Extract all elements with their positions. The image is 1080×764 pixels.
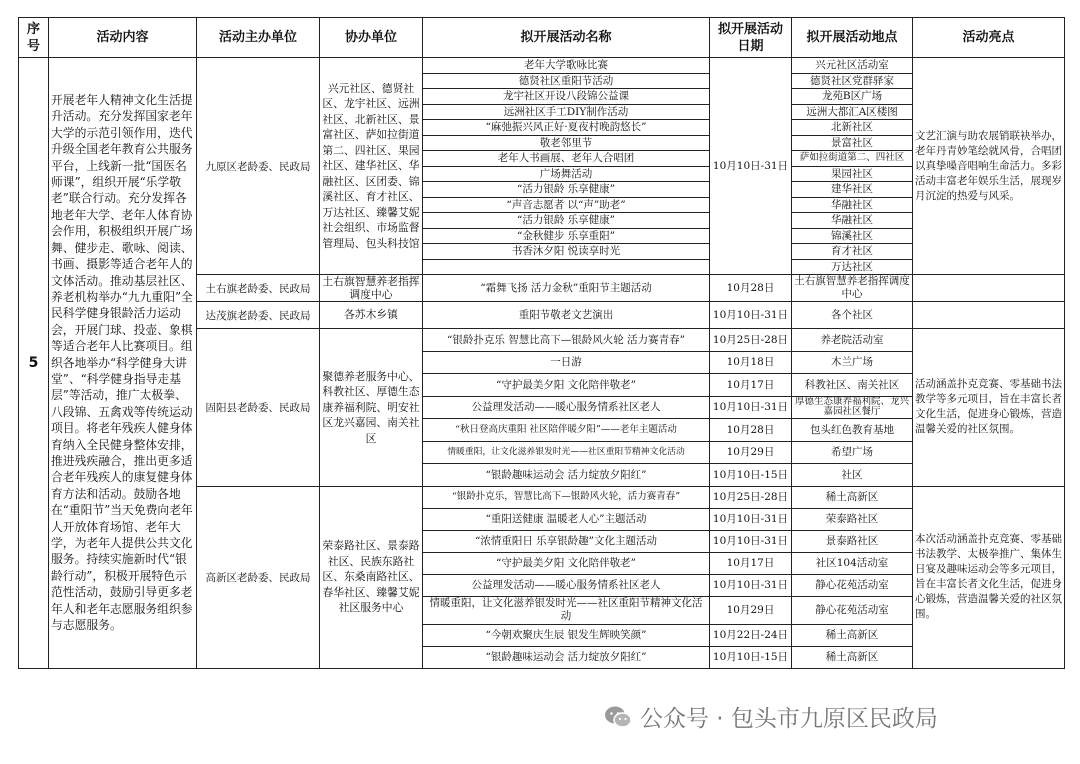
activity-place: 兴元社区活动室 [792, 58, 913, 74]
wechat-icon [604, 705, 632, 729]
activity-place: 龙苑B区广场 [792, 89, 913, 105]
organizer: 九原区老龄委、民政局 [197, 58, 320, 275]
activity-place: 华融社区 [792, 197, 913, 213]
activity-name: “守护最美夕阳 文化陪伴敬老” [423, 552, 710, 574]
activity-date: 10月10日-31日 [710, 530, 792, 552]
activity-date: 10月10日-31日 [710, 508, 792, 530]
activity-place: 静心花苑活动室 [792, 596, 913, 624]
activity-name: “银龄扑克乐 智慧比高下—银龄风火轮 活力赛青春” [423, 329, 710, 352]
activity-name: “银龄扑克乐，智慧比高下—银龄风火轮，活力赛青春” [423, 486, 710, 508]
activity-place: 万达社区 [792, 259, 913, 275]
activity-place: 静心花苑活动室 [792, 574, 913, 596]
activity-place: 建华社区 [792, 182, 913, 198]
activity-place: 厚德生态康养福利院、龙兴嘉园社区餐厅 [792, 396, 913, 419]
activity-place: 华融社区 [792, 213, 913, 229]
activity-name: 老年大学歌咏比赛 [423, 58, 710, 74]
activity-name: 情暖重阳，让文化滋养银发时光——社区重阳节精神文化活动 [423, 441, 710, 464]
activity-name: “今朝欢聚庆生辰 银发生辉映笑颜” [423, 624, 710, 646]
activity-name: “声音志愿者 以“声”助老” [423, 197, 710, 213]
header-seq: 序号 [19, 18, 49, 58]
activity-name: “银龄趣味运动会 活力绽放夕阳红” [423, 646, 710, 668]
header-activity-name: 拟开展活动名称 [423, 18, 710, 58]
co-organizer: 聚德养老服务中心、科教社区、厚德生态康养福利院、明安社区龙兴嘉园、南关社区 [320, 329, 423, 487]
activity-place: 包头红色教育基地 [792, 419, 913, 442]
table-row [19, 58, 1065, 74]
activity-name [423, 259, 710, 275]
activity-place: 社区104活动室 [792, 552, 913, 574]
activity-date: 10月25日-28日 [710, 486, 792, 508]
activity-place: 萨如拉街道第二、四社区 [792, 151, 913, 167]
activity-date: 10月18日 [710, 351, 792, 374]
activity-date: 10月29日 [710, 596, 792, 624]
activity-place: 锦溪社区 [792, 228, 913, 244]
co-organizer: 土右旗智慧养老指挥调度中心 [320, 275, 423, 302]
activity-place: 德贤社区党群驿家 [792, 73, 913, 89]
header-highlight: 活动亮点 [913, 18, 1065, 58]
activity-place: 景泰路社区 [792, 530, 913, 552]
activity-place: 科教社区、南关社区 [792, 374, 913, 397]
activity-name: 龙宇社区开设八段锦公益课 [423, 89, 710, 105]
activity-place: 稀土高新区 [792, 624, 913, 646]
activity-place: 各个社区 [792, 302, 913, 329]
activity-name: 老年人书画展、老年人合唱团 [423, 151, 710, 167]
header-co-organizer: 协办单位 [320, 18, 423, 58]
co-organizer: 兴元社区、德贤社区、龙宇社区、远洲社区、北新社区、景富社区、萨如拉街道第二、四社区、果园社区、建华社区、华融社区、区团委、锦溪社区、育才社区、万达社区、臻馨艾妮社会组织、市场监督管理局、包头科技馆 [320, 58, 423, 275]
activity-name: 远洲社区手工DIY制作活动 [423, 104, 710, 120]
activity-place: 稀土高新区 [792, 486, 913, 508]
activity-name: 德贤社区重阳节活动 [423, 73, 710, 89]
activity-name: “麻弛振兴风正好·夏夜村晚韵悠长” [423, 120, 710, 136]
activity-name: 一日游 [423, 351, 710, 374]
activity-date: 10月17日 [710, 374, 792, 397]
activity-name: “重阳送健康 温暖老人心”主题活动 [423, 508, 710, 530]
activity-name: “秋日登高庆重阳 社区陪伴暖夕阳”——老年主题活动 [423, 419, 710, 442]
activity-name: 重阳节敬老文艺演出 [423, 302, 710, 329]
co-organizer: 荣泰路社区、景泰路社区、民族东路社区、东桑南路社区、春华社区、臻馨艾妮社区服务中心 [320, 486, 423, 668]
activity-date: 10月22日-24日 [710, 624, 792, 646]
watermark [604, 700, 938, 733]
activity-place: 社区 [792, 464, 913, 487]
activity-place: 荣泰路社区 [792, 508, 913, 530]
activity-table [18, 17, 1065, 669]
activity-place: 景富社区 [792, 135, 913, 151]
activity-place: 果园社区 [792, 166, 913, 182]
activity-name: 公益理发活动——暖心服务情系社区老人 [423, 574, 710, 596]
activity-place: 土右旗智慧养老指挥调度中心 [792, 275, 913, 302]
activity-name: “金秋健步 乐享重阳” [423, 228, 710, 244]
footer-text: 公众号 · 包头市九原区民政局 [640, 706, 938, 732]
activity-date: 10月25日-28日 [710, 329, 792, 352]
activity-highlight [913, 275, 1065, 302]
activity-date: 10月10日-31日 [710, 302, 792, 329]
activity-date: 10月10日-31日 [710, 58, 792, 275]
activity-date: 10月28日 [710, 275, 792, 302]
activity-date: 10月10日-31日 [710, 574, 792, 596]
activity-place: 远洲大都汇A区楼图 [792, 104, 913, 120]
activity-place: 希望广场 [792, 441, 913, 464]
activity-content: 开展老年人精神文化生活提升活动。充分发挥国家老年大学的示范引领作用，迭代升级全国老年教育公共服务平台，上线新一批“国医名师课”，组织开展“乐学敬老”联合行动。充分发挥各地老年大学、老年人体育协会作用，积极组织开展广场舞、健步走、歌咏、阅读、书画、摄影等适合老年人的文体活动。推动基层社区、养老机构举办“九九重阳”全民科学健身银龄活力运动会，开展门球、投壶、象棋等适合老年人比赛项目。组织各地举办“科学健身大讲堂”、“科学健身指导走基层”等活动，推广太极拳、八段锦、五禽戏等传统运动项目。将老年残疾人健身体育纳入全民健身整体安排，推进残疾融合，推出更多适合老年残疾人的康复健身体育方法和活动。鼓励各地在“重阳节”当天免费向老年人开放体育场馆、老年大学，为老年人提供公共文化服务。持续实施新时代“银龄行动”，积极开展特色示范性活动，鼓励引导更多老年人和老年志愿服务组织参与志愿服务。 [49, 58, 197, 669]
activity-date: 10月10日-31日 [710, 396, 792, 419]
organizer: 固阳县老龄委、民政局 [197, 329, 320, 487]
organizer: 土右旗老龄委、民政局 [197, 275, 320, 302]
activity-date: 10月17日 [710, 552, 792, 574]
seq-number: 5 [19, 58, 49, 669]
header-place: 拟开展活动地点 [792, 18, 913, 58]
activity-name: “浓情重阳日 乐享银龄趣”文化主题活动 [423, 530, 710, 552]
activity-highlight: 活动涵盖扑克竞赛、零基础书法教学等多元项目，旨在丰富长者文化生活，促进身心锻炼，营造温馨关爱的社区氛围。 [913, 329, 1065, 487]
activity-place: 木兰广场 [792, 351, 913, 374]
activity-name: “守护最美夕阳 文化陪伴敬老” [423, 374, 710, 397]
activity-name: 书香沐夕阳 悦读享时光 [423, 244, 710, 260]
activity-name: “活力银龄 乐享健康” [423, 182, 710, 198]
activity-highlight [913, 302, 1065, 329]
activity-place: 北新社区 [792, 120, 913, 136]
activity-name: 公益理发活动——暖心服务情系社区老人 [423, 396, 710, 419]
header-date: 拟开展活动日期 [710, 18, 792, 58]
activity-date: 10月28日 [710, 419, 792, 442]
activity-name: “银龄趣味运动会 活力绽放夕阳红” [423, 464, 710, 487]
header-content: 活动内容 [49, 18, 197, 58]
activity-name: 敬老邻里节 [423, 135, 710, 151]
activity-place: 养老院活动室 [792, 329, 913, 352]
activity-highlight: 文艺汇演与助农展销联袂举办，老年丹青妙笔绘就风骨，合唱团以真挚嗓音唱响生命活力。多彩活动丰富老年娱乐生活，展现岁月沉淀的热爱与风采。 [913, 58, 1065, 275]
activity-date: 10月29日 [710, 441, 792, 464]
activity-date: 10月10日-15日 [710, 464, 792, 487]
header-organizer: 活动主办单位 [197, 18, 320, 58]
co-organizer: 各苏木乡镇 [320, 302, 423, 329]
activity-place: 育才社区 [792, 244, 913, 260]
organizer: 高新区老龄委、民政局 [197, 486, 320, 668]
header-row [19, 18, 1065, 58]
activity-name: “霜舞飞扬 活力金秋”重阳节主题活动 [423, 275, 710, 302]
activity-highlight: 本次活动涵盖扑克竞赛、零基础书法教学、太极拳推广、集体生日宴及趣味运动会等多元项目，旨在丰富长者文化生活，促进身心锻炼，营造温馨关爱的社区氛围。 [913, 486, 1065, 668]
activity-date: 10月10日-15日 [710, 646, 792, 668]
activity-name: 广场舞活动 [423, 166, 710, 182]
activity-place: 稀土高新区 [792, 646, 913, 668]
activity-name: “活力银龄 乐享健康” [423, 213, 710, 229]
activity-name: 情暖重阳，让文化滋养银发时光——社区重阳节精神文化活动 [423, 596, 710, 624]
organizer: 达茂旗老龄委、民政局 [197, 302, 320, 329]
